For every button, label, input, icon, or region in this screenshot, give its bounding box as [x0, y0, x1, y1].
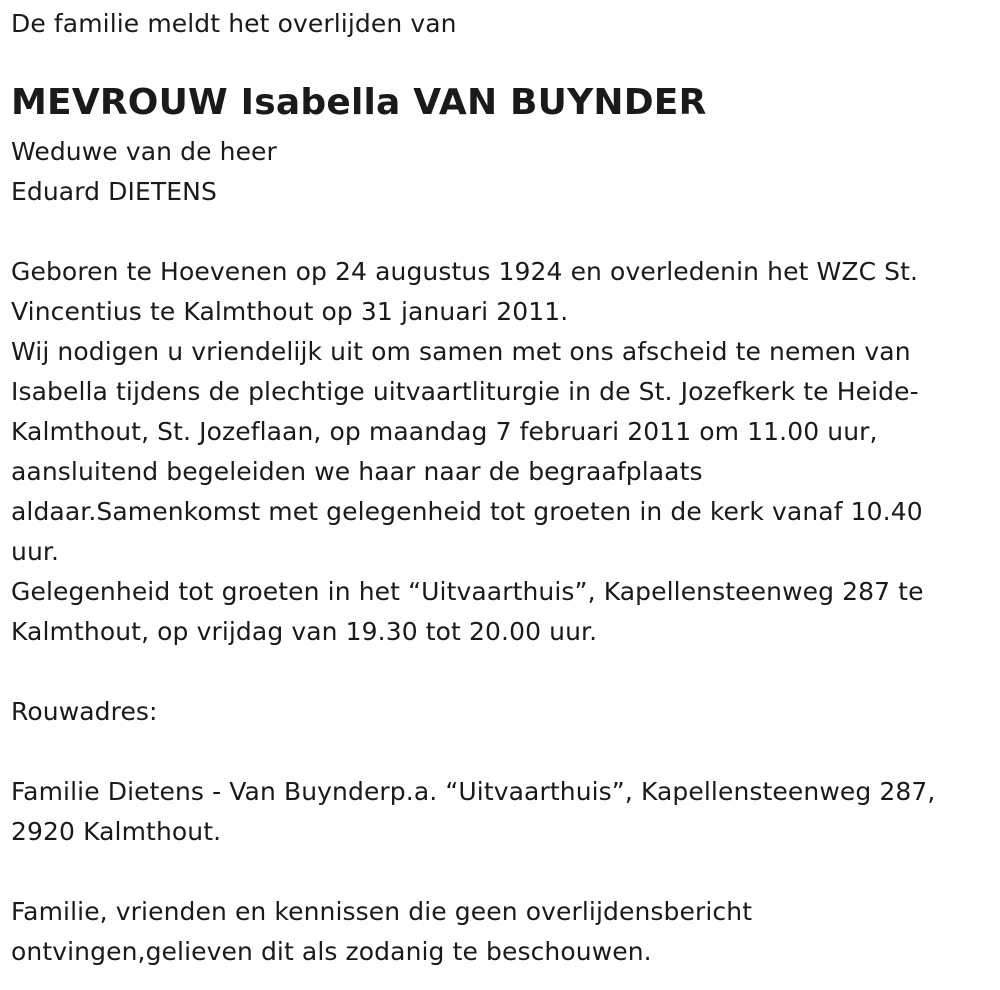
deceased-name: MEVROUW Isabella VAN BUYNDER	[11, 82, 707, 123]
details-line: uur.	[11, 537, 60, 566]
spouse-line-1: Weduwe van de heer	[11, 137, 277, 166]
obituary-notice	[11, 4, 996, 972]
details-line: Isabella tijdens de plechtige uitvaartliturgie in de St. Jozefkerk te Heide-	[11, 377, 919, 406]
spacer	[11, 652, 996, 692]
address-line-2: 2920 Kalmthout.	[11, 817, 222, 846]
details-line: Kalmthout, St. Jozeflaan, op maandag 7 februari 2011 om 11.00 uur,	[11, 417, 878, 446]
details-line: Wij nodigen u vriendelijk uit om samen met ons afscheid te nemen van	[11, 337, 911, 366]
details-line: aansluitend begeleiden we haar naar de begraafplaats	[11, 457, 703, 486]
spacer	[11, 212, 996, 252]
closing-line-1: Familie, vrienden en kennissen die geen overlijdensbericht	[11, 897, 753, 926]
details-line: Vincentius te Kalmthout op 31 januari 2011.	[11, 297, 569, 326]
details-line: Geboren te Hoevenen op 24 augustus 1924 en overledenin het WZC St.	[11, 257, 919, 286]
spouse-line-2: Eduard DIETENS	[11, 177, 217, 206]
intro-text: De familie meldt het overlijden van	[11, 9, 457, 38]
spacer	[11, 732, 996, 772]
details-paragraph	[11, 252, 986, 652]
closing-line-2: ontvingen,gelieven dit als zodanig te beschouwen.	[11, 937, 652, 966]
details-line: aldaar.Samenkomst met gelegenheid tot groeten in de kerk vanaf 10.40	[11, 497, 923, 526]
spacer	[11, 852, 996, 892]
address-line-1: Familie Dietens - Van Buynderp.a. “Uitvaarthuis”, Kapellensteenweg 287,	[11, 777, 936, 806]
address-label: Rouwadres:	[11, 697, 158, 726]
details-line: Kalmthout, op vrijdag van 19.30 tot 20.00 uur.	[11, 617, 598, 646]
details-line: Gelegenheid tot groeten in het “Uitvaarthuis”, Kapellensteenweg 287 te	[11, 577, 924, 606]
